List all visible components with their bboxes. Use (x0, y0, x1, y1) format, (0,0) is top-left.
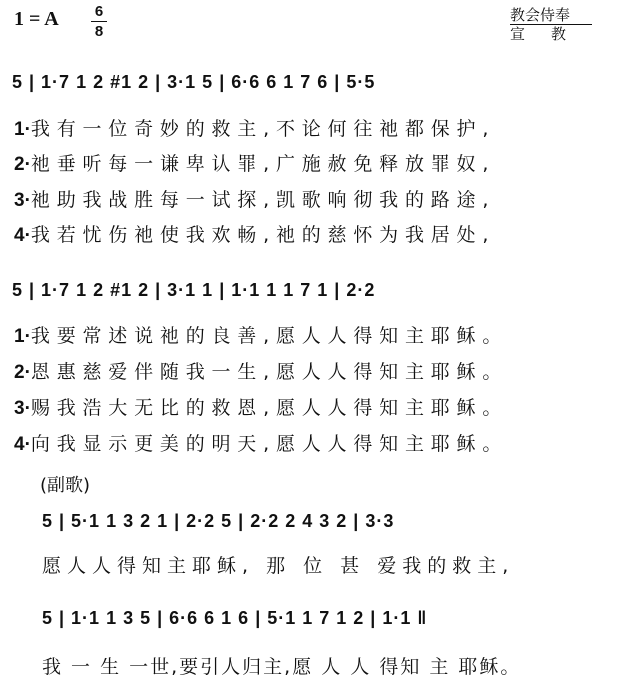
verse-line-1-4 (14, 220, 495, 247)
notation-line-4: 5 | 1·1 1 3 5 | 6·6 6 1 6 | 5·1 1 7 1 2 | 1·1 ‖ (42, 608, 428, 628)
verse-line-2-3 (14, 393, 508, 420)
key-signature: 1 = A (14, 8, 59, 30)
verse-number: 1· (14, 119, 31, 140)
lyric-text: 向我显示更美的明天,愿人人得知主耶稣。 (30, 433, 509, 455)
notation-line-1: 5 | 1·7 1 2 #1 2 | 3·1 5 | 6·6 6 1 7 6 | 5·5 (12, 72, 376, 92)
verse-line-1-2 (14, 149, 495, 176)
lyric-text: 我有一位奇妙的救主,不论何往祂都保护, (30, 118, 496, 140)
time-signature-top: 6 (94, 3, 104, 20)
verse-number: 3· (14, 398, 31, 419)
lyric-text: 我若忧伤祂使我欢畅,祂的慈怀为我居处, (30, 224, 496, 246)
verse-line-1-3 (14, 185, 495, 212)
verse-line-2-2 (14, 357, 508, 384)
credit-line-1: 教会侍奉 (510, 6, 592, 25)
time-signature-bottom: 8 (94, 23, 104, 40)
time-signature (90, 3, 108, 40)
credits (510, 6, 592, 43)
verse-number: 2· (14, 154, 31, 175)
chorus-lyric-1: 愿人人得知主耶稣, 那 位 甚 爱我的救主, (42, 555, 515, 577)
notation-line-3: 5 | 5·1 1 3 2 1 | 2·2 5 | 2·2 2 4 3 2 | 3·3 (42, 511, 395, 531)
verse-line-1-1 (14, 114, 495, 141)
verse-line-2-4 (14, 429, 508, 456)
chorus-label: (副歌) (40, 475, 91, 496)
time-signature-line (91, 21, 107, 22)
notation-line-2: 5 | 1·7 1 2 #1 2 | 3·1 1 | 1·1 1 1 7 1 | 2·2 (12, 280, 376, 300)
verse-number: 3· (14, 190, 31, 211)
lyric-text: 祂助我战胜每一试探,凯歌响彻我的路途, (30, 189, 496, 211)
verse-number: 4· (14, 434, 31, 455)
lyric-text: 祂垂听每一谦卑认罪,广施赦免释放罪奴, (30, 153, 496, 175)
verse-number: 1· (14, 326, 31, 347)
lyric-text: 恩惠慈爱伴随我一生,愿人人得知主耶稣。 (30, 361, 509, 383)
lyric-text: 我要常述说祂的良善,愿人人得知主耶稣。 (30, 325, 509, 347)
chorus-lyric-2: 我 一 生 一世,要引人归主,愿 人 人 得知 主 耶稣。 (42, 656, 522, 678)
lyric-text: 赐我浩大无比的救恩,愿人人得知主耶稣。 (30, 397, 509, 419)
verse-number: 4· (14, 225, 31, 246)
credit-line-2: 宣教 (510, 25, 593, 43)
verse-number: 2· (14, 362, 31, 383)
verse-line-2-1 (14, 321, 508, 348)
